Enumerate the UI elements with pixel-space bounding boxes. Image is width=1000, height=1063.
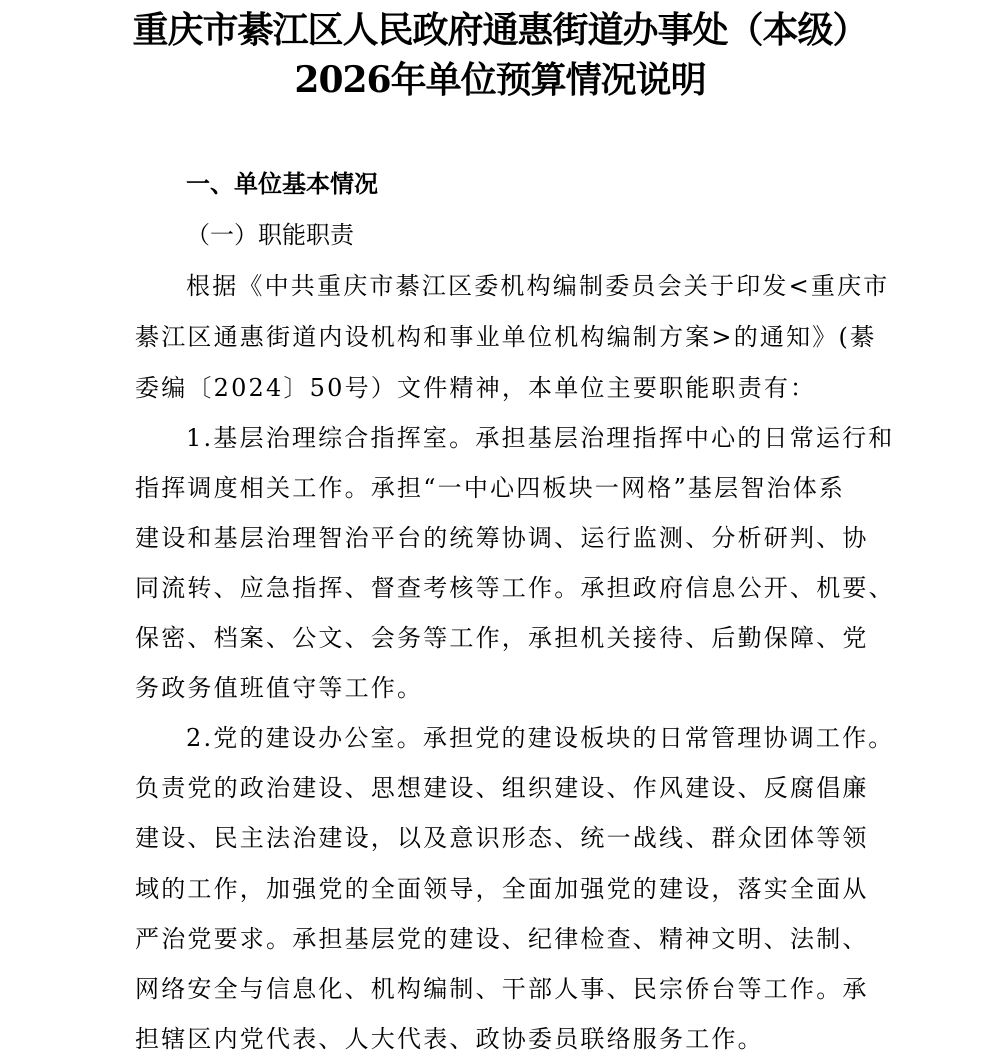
paragraph-line: 指挥调度相关工作。承担“一中心四板块一网格”基层智治体系 — [135, 474, 846, 502]
paragraph-line: 根据《中共重庆市綦江区委机构编制委员会关于印发<重庆市 — [186, 272, 890, 300]
paragraph-line: 綦江区通惠街道内设机构和事业单位机构编制方案>的通知》(綦 — [135, 323, 877, 351]
paragraph-line: 网络安全与信息化、机构编制、干部人事、民宗侨台等工作。承 — [135, 975, 869, 1003]
paragraph-line: 同流转、应急指挥、督查考核等工作。承担政府信息公开、机要、 — [135, 574, 895, 602]
paragraph-line: 域的工作，加强党的全面领导，全面加强党的建设，落实全面从 — [135, 875, 869, 903]
subsection-heading-functions: （一）职能职责 — [186, 221, 354, 249]
document-title-line2: 2026年单位预算情况说明 — [294, 59, 706, 101]
paragraph-line: 委编〔2024〕50号）文件精神，本单位主要职能职责有： — [135, 374, 817, 402]
paragraph-line: 2.党的建设办公室。承担党的建设板块的日常管理协调工作。 — [186, 724, 895, 752]
paragraph-line: 建设、民主法治建设，以及意识形态、统一战线、群众团体等领 — [135, 824, 869, 852]
paragraph-line: 建设和基层治理智治平台的统筹协调、运行监测、分析研判、协 — [135, 524, 869, 552]
paragraph-line: 务政务值班值守等工作。 — [135, 674, 424, 702]
paragraph-line: 担辖区内党代表、人大代表、政协委员联络服务工作。 — [135, 1025, 764, 1053]
paragraph-line: 严治党要求。承担基层党的建设、纪律检查、精神文明、法制、 — [135, 925, 869, 953]
paragraph-line: 1.基层治理综合指挥室。承担基层治理指挥中心的日常运行和 — [186, 424, 895, 452]
document-title-line1: 重庆市綦江区人民政府通惠街道办事处（本级） — [132, 9, 868, 51]
section-heading-basic-info: 一、单位基本情况 — [186, 170, 378, 198]
paragraph-line: 保密、档案、公文、会务等工作，承担机关接待、后勤保障、党 — [135, 624, 869, 652]
paragraph-line: 负责党的政治建设、思想建设、组织建设、作风建设、反腐倡廉 — [135, 774, 869, 802]
